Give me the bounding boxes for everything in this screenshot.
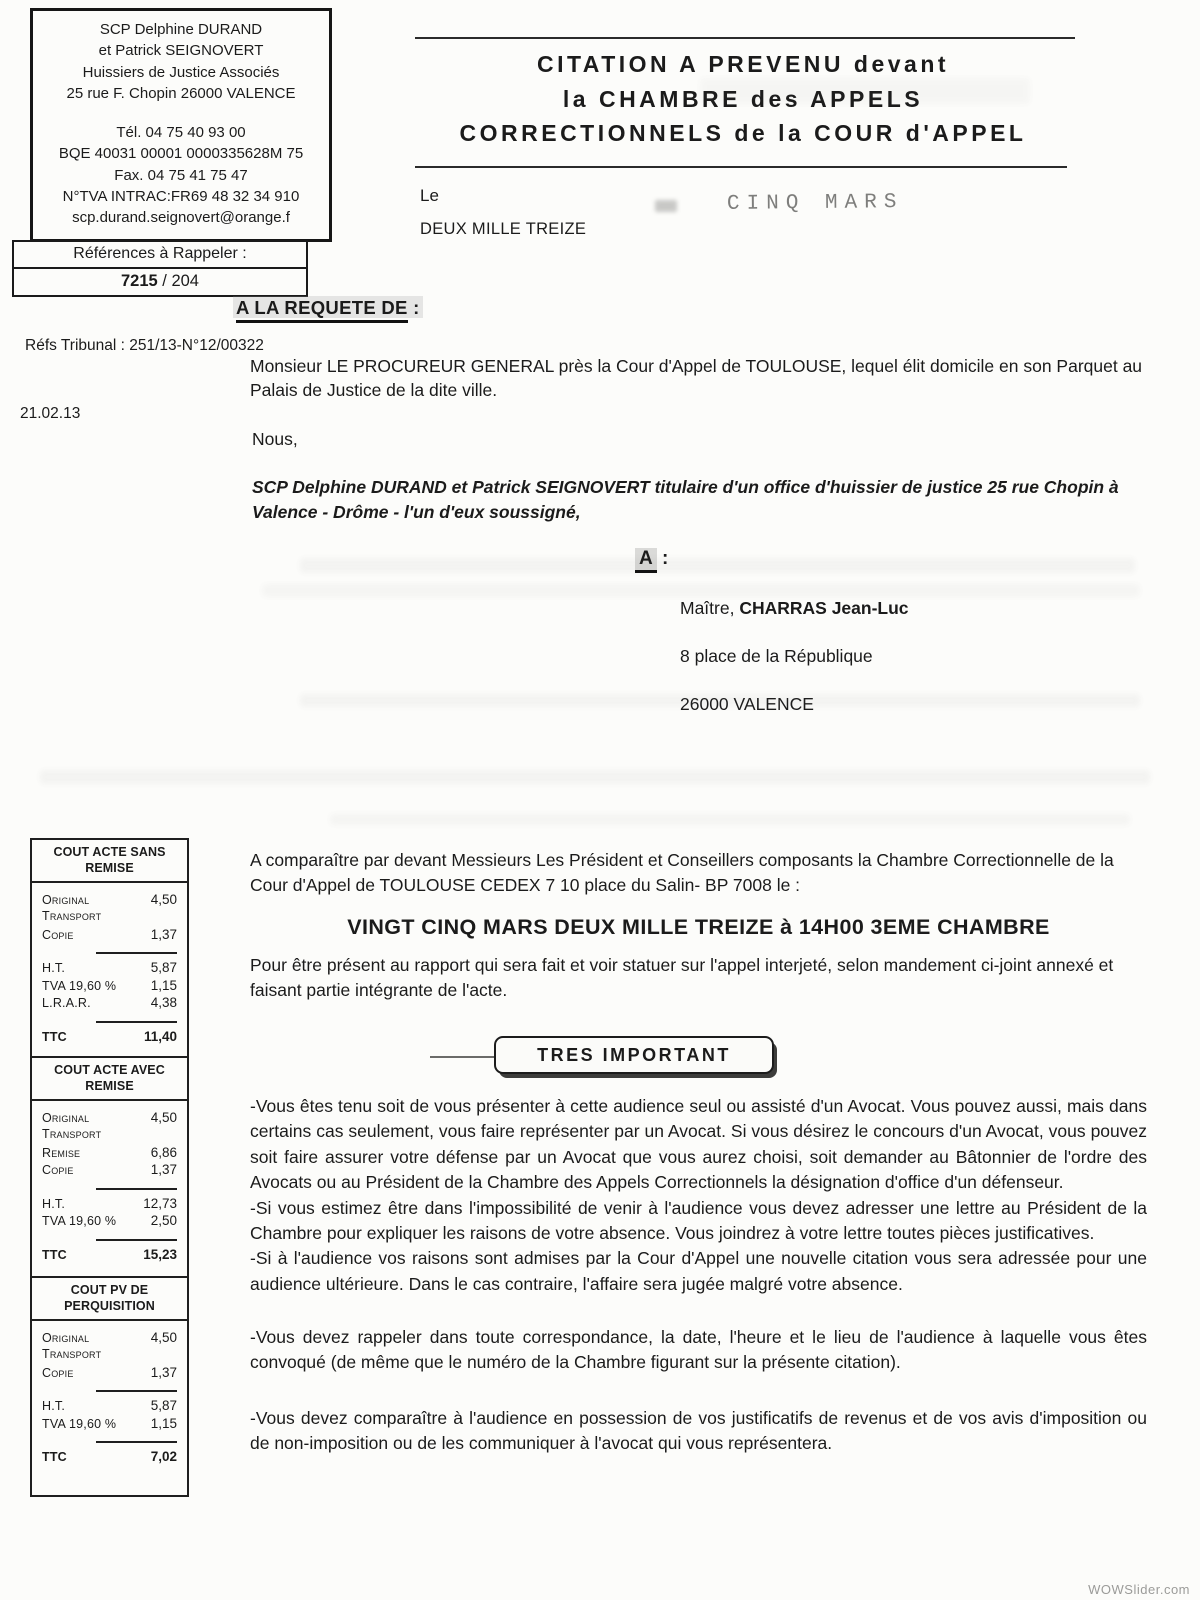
cost-label: H.T. [42, 961, 66, 975]
notice-paragraph: -Si vous estimez être dans l'impossibilité de venir à l'audience vous devez adresser une lettre au Président de la Chambre pour expliquer les raisons de votre absence. Vous joindrez à votre lettre toutes pièces justificatives. [250, 1197, 1147, 1243]
cost-label: Transport [42, 1347, 102, 1361]
cost-value: 4,50 [150, 891, 177, 907]
cost-row [42, 1213, 177, 1231]
addressee-city: 26000 VALENCE [680, 694, 814, 714]
title-bottom-rule [415, 166, 1067, 168]
le-label: Le [420, 186, 439, 205]
nous-label: Nous, [252, 429, 298, 449]
officers-paragraph: SCP Delphine DURAND et Patrick SEIGNOVERT titulaire d'un office d'huissier de justice 25 rue Chopin à Valence - Drôme - l'un d'eux soussigné, [252, 477, 1119, 523]
cost-row [42, 978, 177, 996]
case-number-suffix: / 204 [157, 272, 199, 290]
letterhead-firm-line: Huissiers de Justice Associés [82, 63, 280, 81]
cost-table-title: COUT PV DE PERQUISITION [32, 1278, 187, 1321]
cost-label: Original [42, 1330, 90, 1345]
case-number-main: 7215 [120, 272, 158, 290]
table-divider [96, 1441, 177, 1443]
cost-value: 7,02 [150, 1449, 177, 1464]
cost-label: H.T. [42, 1196, 66, 1211]
letterhead-firm-line: SCP Delphine DURAND [99, 21, 263, 38]
cost-table-body [32, 1101, 187, 1293]
case-number [14, 269, 306, 295]
cost-table-body [32, 883, 187, 1075]
cost-row [42, 1416, 177, 1434]
cost-label: TTC [42, 1247, 67, 1262]
cost-label: TTC [42, 1450, 67, 1464]
cost-label: Copie [42, 927, 74, 942]
title-top-rule [415, 37, 1075, 39]
cost-value: 4,50 [150, 1109, 177, 1125]
notice-paragraph: -Vous devez rappeler dans toute correspondance, la date, l'heure et le lieu de l'audience à laquelle vous êtes convoqué (de même que le numéro de la Chambre figurant sur la présente citation). [250, 1327, 1147, 1373]
watermark: WOWSlider.com [1088, 1582, 1190, 1597]
cost-row [42, 1196, 177, 1214]
hearing-date: VINGT CINQ MARS DEUX MILLE TREIZE à 14H00 3EME CHAMBRE [347, 915, 1050, 939]
bleedthrough-artifact [40, 770, 1150, 784]
important-title: TRES IMPORTANT [537, 1044, 731, 1065]
cost-label: Original [42, 1110, 90, 1125]
title-line: CORRECTIONNELS de la COUR d'APPEL [459, 120, 1027, 146]
stamp-ink-smudge [655, 200, 677, 212]
cost-value: 2,50 [150, 1213, 177, 1228]
title-line: la CHAMBRE des APPELS [562, 85, 924, 112]
cost-label: TTC [42, 1029, 67, 1044]
cost-row [42, 892, 177, 910]
cost-value: 15,23 [143, 1246, 177, 1262]
letterhead-phone: Tél. 04 75 40 93 00 [116, 124, 246, 142]
letterhead-address-line: 25 rue F. Chopin 26000 VALENCE [66, 84, 296, 102]
letterhead-vat: N°TVA INTRAC:FR69 48 32 34 910 [62, 188, 300, 206]
letterhead-spacer [37, 104, 325, 122]
bleedthrough-artifact [300, 558, 1135, 573]
addressee-name-text: CHARRAS Jean-Luc [739, 598, 909, 618]
notice-paragraph: -Vous devez comparaître à l'audience en possession de vos justificatifs de revenus et de vos avis d'imposition ou de non-imposition ou de les communiquer à l'avocat qui vous représentera. [250, 1407, 1147, 1454]
tribunal-reference: Réfs Tribunal : 251/13-N°12/00322 [25, 337, 264, 354]
cost-label: TVA 19,60 % [42, 978, 117, 993]
hearing-purpose: Pour être présent au rapport qui sera fait et voir statuer sur l'appel interjeté, selon mandement ci-joint annexé et faisant partie intégrante de l'acte. [250, 955, 1114, 1001]
cost-table-title: COUT ACTE SANS REMISE [32, 840, 187, 883]
cost-value: 1,15 [150, 977, 177, 993]
cost-table-acte-avec-remise [30, 1056, 189, 1294]
bleedthrough-artifact [330, 814, 1130, 825]
letterhead-bank: BQE 40031 00001 0000335628M 75 [58, 145, 304, 163]
cost-row [42, 1029, 177, 1047]
references-box [12, 240, 308, 297]
cost-value: 1,15 [150, 1415, 177, 1431]
cost-value: 4,38 [150, 995, 177, 1010]
cost-label: Transport [42, 909, 102, 923]
table-divider [96, 952, 177, 954]
cost-value: 1,37 [150, 1162, 177, 1177]
cost-table-acte-sans-remise [30, 838, 189, 1076]
cost-row [42, 1398, 177, 1416]
notice-paragraph: -Vous êtes tenu soit de vous présenter à cette audience seul ou assisté d'un Avocat. Vous pouvez aussi, mais dans certains cas seulement, vous faire représenter par un Avocat. Si vous désirez le concours d'un Avocat, vous pouvez soit faire assurer votre défense par un Avocat que vous aurez choisi, soit demander au Bâtonnier de l'ordre des Avocats ou au Président de la Chambre des Appels Correctionnels la désignation d'office d'un défenseur. [250, 1096, 1147, 1193]
addressee-street: 8 place de la République [680, 646, 873, 666]
cost-value: 4,50 [150, 1329, 177, 1345]
addressee-heading-colon: : [656, 548, 669, 569]
cost-table-body [32, 1321, 187, 1495]
cost-table-pv-perquisition [30, 1276, 189, 1497]
cost-row [42, 960, 177, 978]
date-stamp: CINQ MARS [726, 191, 904, 216]
cost-value: 5,87 [150, 1398, 177, 1413]
cost-table-title: COUT ACTE AVEC REMISE [32, 1058, 187, 1101]
document-date: 21.02.13 [20, 405, 81, 422]
cost-row [42, 1365, 177, 1383]
cost-label: TVA 19,60 % [42, 1416, 117, 1431]
table-divider [96, 1021, 177, 1023]
cost-label: Remise [42, 1145, 81, 1160]
cost-value: 1,37 [150, 1364, 177, 1380]
hearing-intro: A comparaître par devant Messieurs Les Président et Conseillers composants la Chambre Correctionnelle de la Cour d'Appel de TOULOUSE CEDEX 7 10 place du Salin- BP 7008 le : [250, 850, 1114, 895]
cost-value: 6,86 [150, 1144, 177, 1160]
cost-row [42, 1110, 177, 1128]
cost-row [42, 1330, 177, 1348]
important-connector-line [430, 1056, 496, 1058]
cost-label: Transport [42, 1127, 102, 1141]
table-divider [96, 1188, 177, 1190]
cost-label: L.R.A.R. [42, 996, 91, 1010]
requete-heading-text: A LA REQUETE DE [236, 297, 408, 323]
letterhead-box [30, 8, 332, 242]
bleedthrough-artifact [700, 78, 1030, 104]
letterhead-firm-line: et Patrick SEIGNOVERT [98, 42, 264, 60]
cost-value: 11,40 [143, 1028, 177, 1044]
bleedthrough-artifact [262, 584, 1140, 597]
procureur-paragraph: Monsieur LE PROCUREUR GENERAL près la Cour d'Appel de TOULOUSE, lequel élit domicile en son Parquet au Palais de Justice de la dite ville. [250, 356, 1143, 401]
addressee-name [680, 598, 909, 619]
cost-row [42, 909, 177, 927]
important-box [494, 1036, 774, 1074]
cost-value: 5,87 [150, 960, 177, 975]
references-label: Références à Rappeler : [14, 242, 306, 269]
cost-row [42, 927, 177, 945]
notice-paragraph: -Si à l'audience vos raisons sont admises par la Cour d'Appel une nouvelle citation vous sera adressée pour une audience ultérieure. Dans le cas contraire, l'affaire sera jugée malgré votre absence. [250, 1248, 1147, 1294]
cost-label: TVA 19,60 % [42, 1214, 117, 1228]
year-words: DEUX MILLE TREIZE [420, 220, 587, 238]
cost-label: Original [42, 892, 90, 907]
addressee-heading-letter: A [635, 548, 657, 573]
cost-value: 1,37 [150, 926, 177, 942]
table-divider [96, 1390, 177, 1392]
cost-row [42, 995, 177, 1013]
addressee-salutation: Maître, [680, 598, 740, 618]
requete-heading-colon: : [407, 297, 420, 318]
cost-row [42, 1347, 177, 1365]
notices-section [250, 1094, 1147, 1457]
letterhead-email: scp.durand.seignovert@orange.f [72, 209, 290, 227]
requete-heading [233, 297, 423, 319]
table-divider [96, 1239, 177, 1241]
cost-label: Copie [42, 1365, 74, 1380]
cost-label: Copie [42, 1163, 74, 1177]
cost-row [42, 1449, 177, 1467]
cost-row [42, 1247, 177, 1265]
letterhead-fax: Fax. 04 75 41 75 47 [114, 166, 248, 184]
cost-label: H.T. [42, 1399, 66, 1413]
cost-value: 12,73 [143, 1195, 177, 1211]
cost-row [42, 1145, 177, 1163]
bleedthrough-artifact [300, 694, 1140, 707]
cost-row [42, 1162, 177, 1180]
title-line: CITATION A PREVENU devant [536, 51, 950, 77]
cost-row [42, 1127, 177, 1145]
